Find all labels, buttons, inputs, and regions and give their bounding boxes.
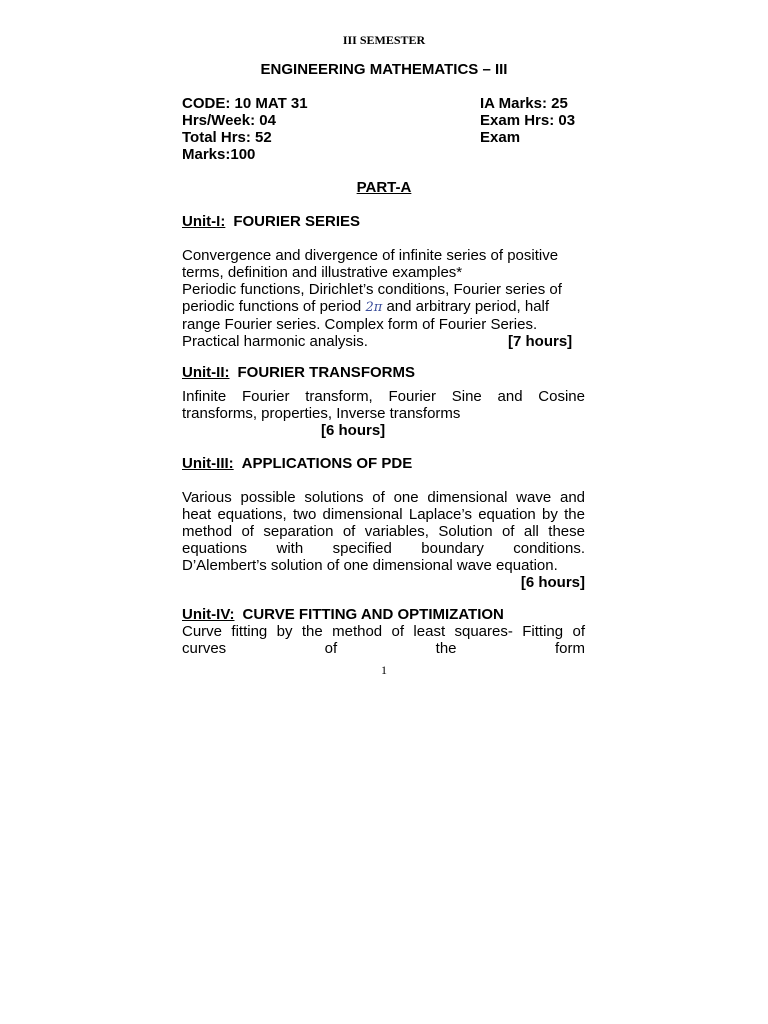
unit-3-title: APPLICATIONS OF PDE — [241, 455, 413, 472]
unit-1-line: range Fourier series. Complex form of Fourier Series. — [182, 316, 538, 333]
unit-1-text: and arbitrary period, half — [382, 298, 550, 315]
page-number: 1 — [381, 663, 387, 677]
unit-1-last-line — [182, 333, 585, 350]
unit-4-line: curves of the form — [182, 640, 585, 657]
unit-3-line: equations with specified boundary conditions. — [182, 540, 585, 557]
unit-2-title: FOURIER TRANSFORMS — [237, 364, 415, 381]
unit-4-line: Curve fitting by the method of least squares- Fitting of — [182, 623, 585, 640]
unit-4-heading — [182, 606, 504, 623]
unit-1-line: Periodic functions, Dirichlet’s conditions, Fourier series of — [182, 281, 562, 298]
unit-3-hours: [6 hours] — [520, 574, 585, 591]
course-info-left — [182, 95, 462, 163]
part-title: PART-A — [356, 179, 412, 196]
unit-1-heading — [182, 213, 360, 230]
unit-3-line: method of separation of variables, Solution of all these — [182, 523, 585, 540]
unit-2-hours: [6 hours] — [321, 422, 386, 439]
course-info-right — [480, 95, 600, 146]
unit-1-label: Unit-I: — [182, 213, 226, 230]
unit-2-label: Unit-II: — [182, 364, 230, 381]
unit-1-hours: [7 hours] — [508, 333, 573, 350]
unit-4-label: Unit-IV: — [182, 606, 235, 623]
two-pi-symbol: 2π — [365, 300, 383, 315]
unit-3-description — [182, 489, 585, 591]
unit-1-line: terms, definition and illustrative examples* — [182, 264, 463, 281]
unit-1-line: Practical harmonic analysis. — [182, 333, 368, 350]
exam-hours: Exam Hrs: 03 — [480, 112, 576, 129]
unit-1-line: Convergence and divergence of infinite series of positive — [182, 247, 559, 264]
exam-label: Exam — [480, 129, 521, 146]
ia-marks: IA Marks: 25 — [480, 95, 568, 112]
unit-1-description — [182, 247, 585, 350]
unit-1-title: FOURIER SERIES — [233, 213, 361, 230]
unit-3-line: Various possible solutions of one dimensional wave and — [182, 489, 585, 506]
unit-2-description — [182, 388, 585, 439]
unit-1-line — [182, 298, 585, 316]
semester-heading: III SEMESTER — [342, 33, 426, 47]
unit-2-heading — [182, 364, 415, 381]
subject-title: ENGINEERING MATHEMATICS – III — [260, 61, 508, 78]
unit-3-line: heat equations, two dimensional Laplace’s equation by the — [182, 506, 585, 523]
unit-4-description — [182, 623, 585, 657]
unit-4-title: CURVE FITTING AND OPTIMIZATION — [242, 606, 504, 623]
hours-per-week: Hrs/Week: 04 — [182, 112, 276, 129]
unit-1-text: periodic functions of period — [182, 298, 366, 315]
course-code: CODE: 10 MAT 31 — [182, 95, 308, 112]
unit-3-heading — [182, 455, 412, 472]
total-hours: Total Hrs: 52 — [182, 129, 272, 146]
exam-marks: Marks:100 — [182, 146, 256, 163]
unit-3-label: Unit-III: — [182, 455, 234, 472]
unit-3-line: D’Alembert’s solution of one dimensional wave equation. — [182, 557, 558, 574]
unit-2-line: transforms, properties, Inverse transforms — [182, 405, 461, 422]
unit-2-line: Infinite Fourier transform, Fourier Sine and Cosine — [182, 388, 585, 405]
